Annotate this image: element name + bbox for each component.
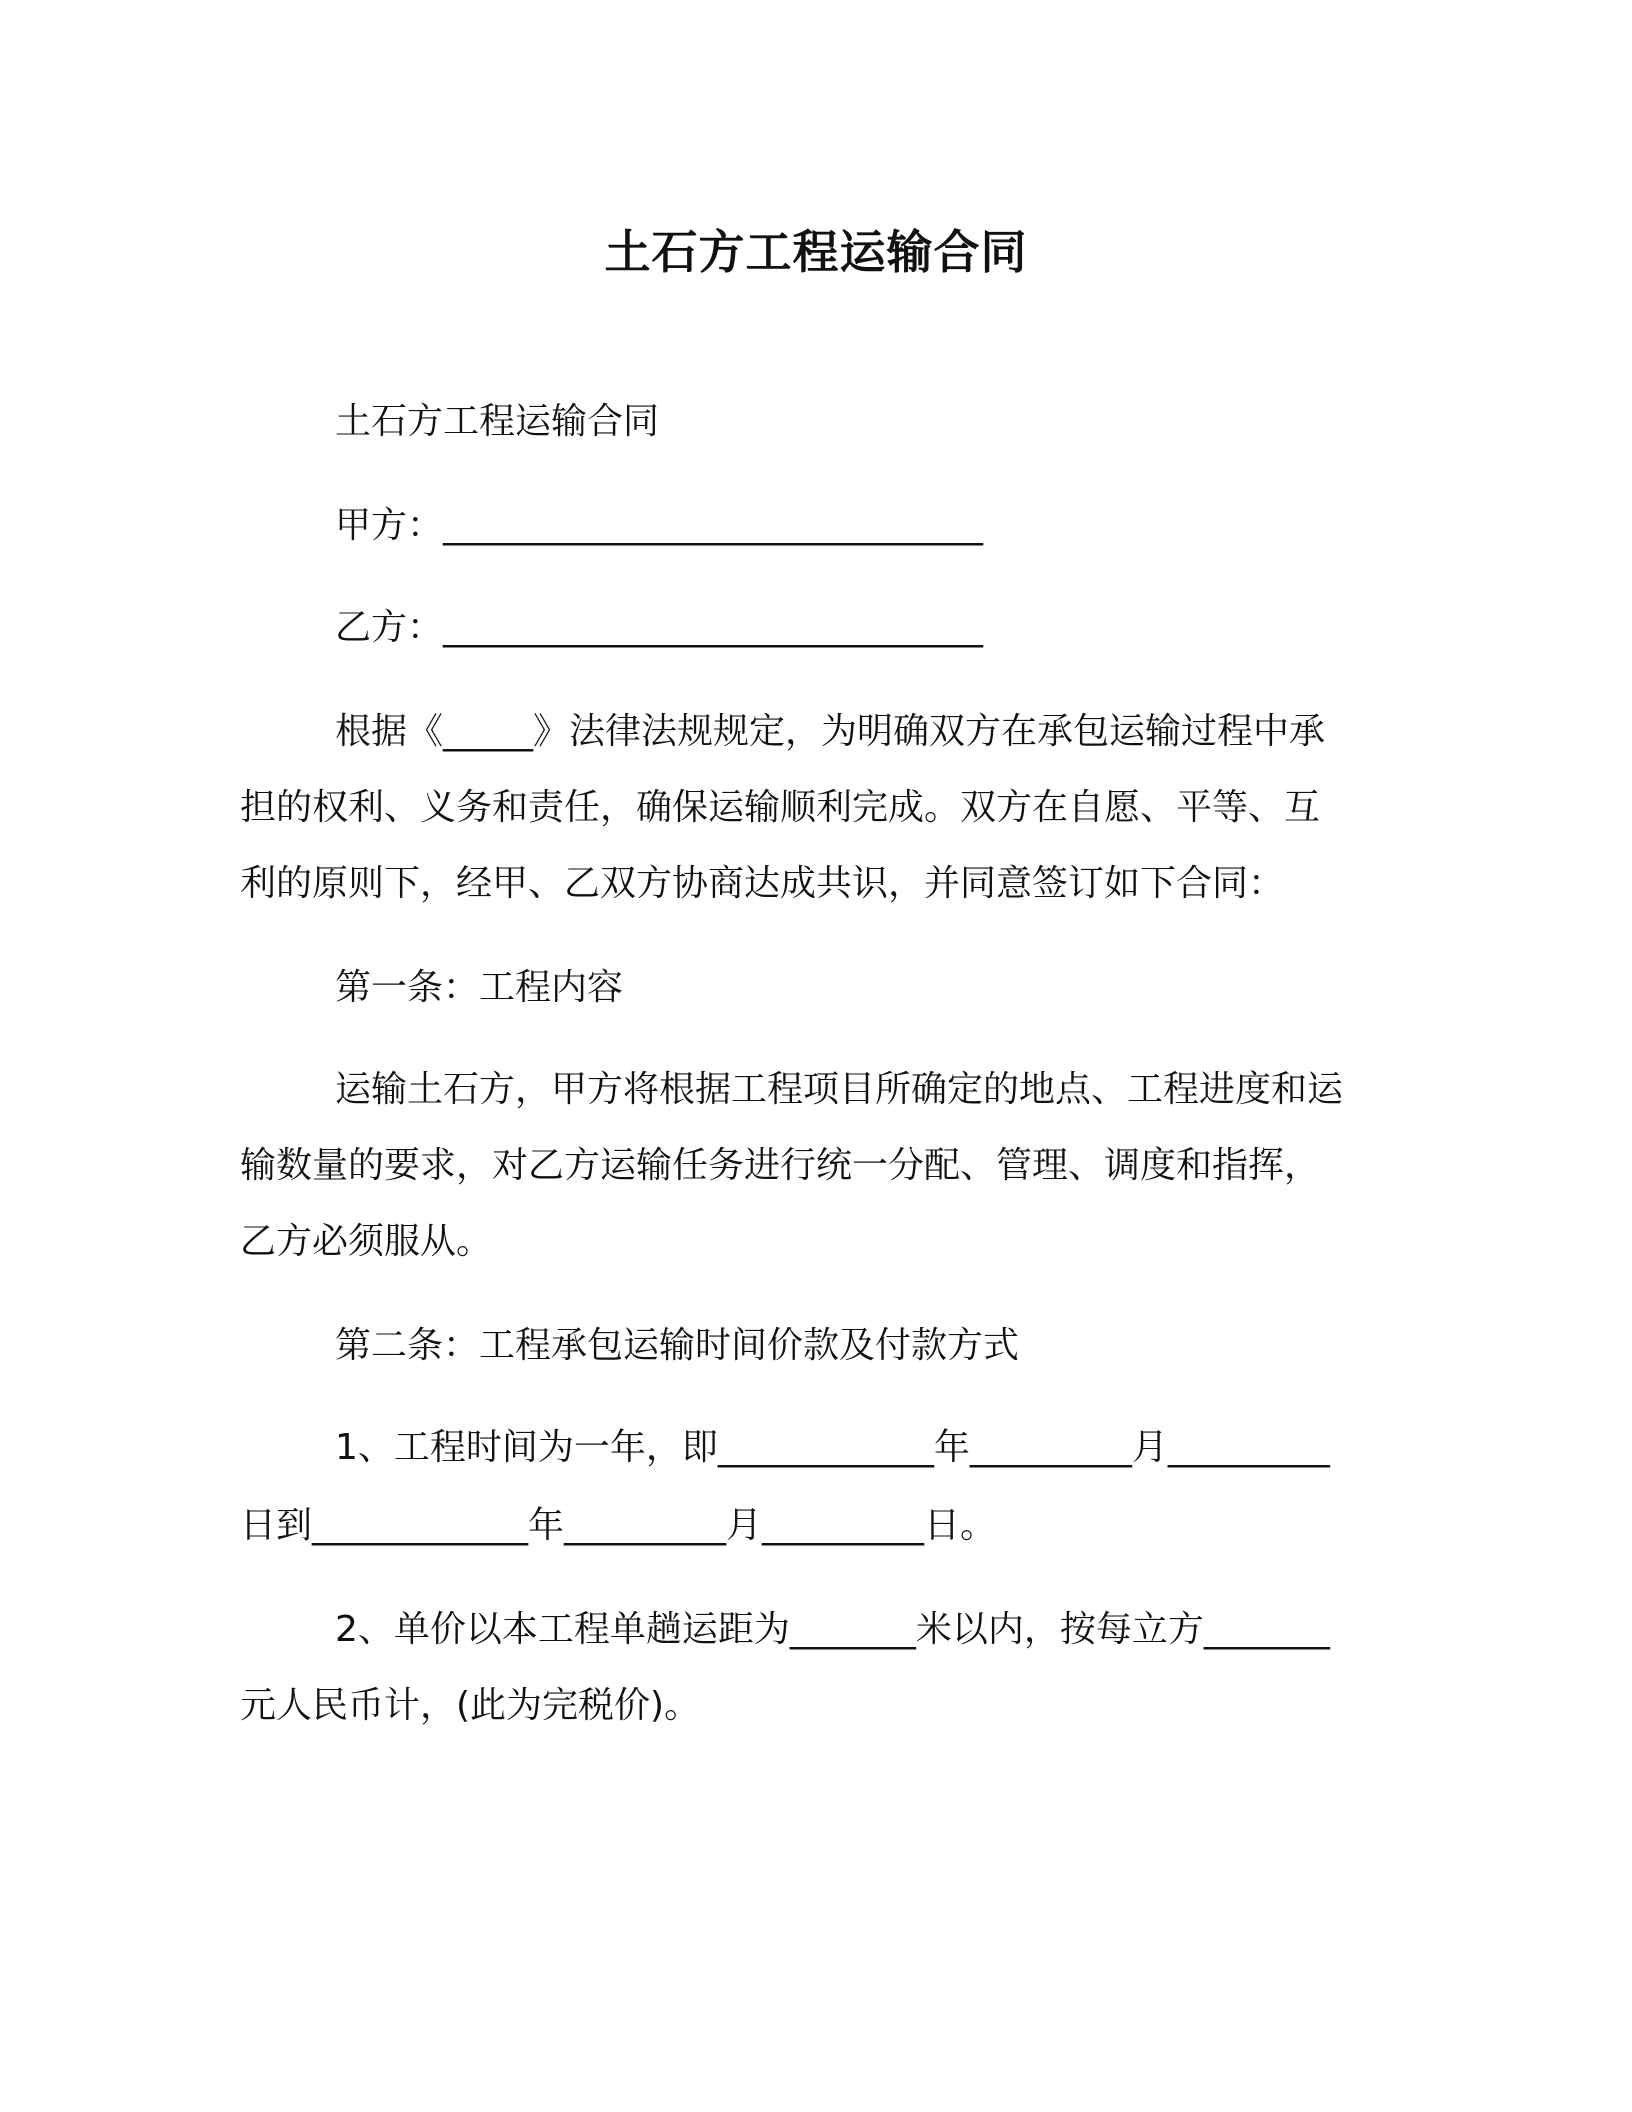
article-2-item-2-line-2: 元人民币计，(此为完税价)。: [240, 1685, 701, 1726]
article-2-item-1-line-1: 1、工程时间为一年，即____________年_________月_________: [335, 1427, 1330, 1468]
preamble-line-3: 利的原则下，经甲、乙双方协商达成共识，并同意签订如下合同：: [240, 863, 1285, 904]
preamble-line-1: 根据《_____》法律法规规定，为明确双方在承包运输过程中承: [335, 711, 1326, 752]
article-1-line-3: 乙方必须服从。: [240, 1221, 493, 1262]
contract-subtitle: 土石方工程运输合同: [335, 401, 660, 442]
preamble-line-2: 担的权利、义务和责任，确保运输顺利完成。双方在自愿、平等、互: [240, 787, 1321, 828]
article-1-line-2: 输数量的要求，对乙方运输任务进行统一分配、管理、调度和指挥，: [240, 1145, 1321, 1186]
party-b-line: 乙方：______________________________: [335, 607, 984, 648]
article-1-line-1: 运输土石方，甲方将根据工程项目所确定的地点、工程进度和运: [335, 1069, 1344, 1110]
party-a-line: 甲方：______________________________: [335, 505, 984, 546]
article-2-item-2-line-1: 2、单价以本工程单趟运距为_______米以内，按每立方_______: [335, 1609, 1330, 1650]
article-2-heading: 第二条：工程承包运输时间价款及付款方式: [335, 1325, 1020, 1366]
article-1-heading: 第一条：工程内容: [335, 967, 624, 1008]
document-title: 土石方工程运输合同: [604, 225, 1028, 279]
article-2-item-1-line-2: 日到____________年_________月_________日。: [240, 1505, 996, 1546]
